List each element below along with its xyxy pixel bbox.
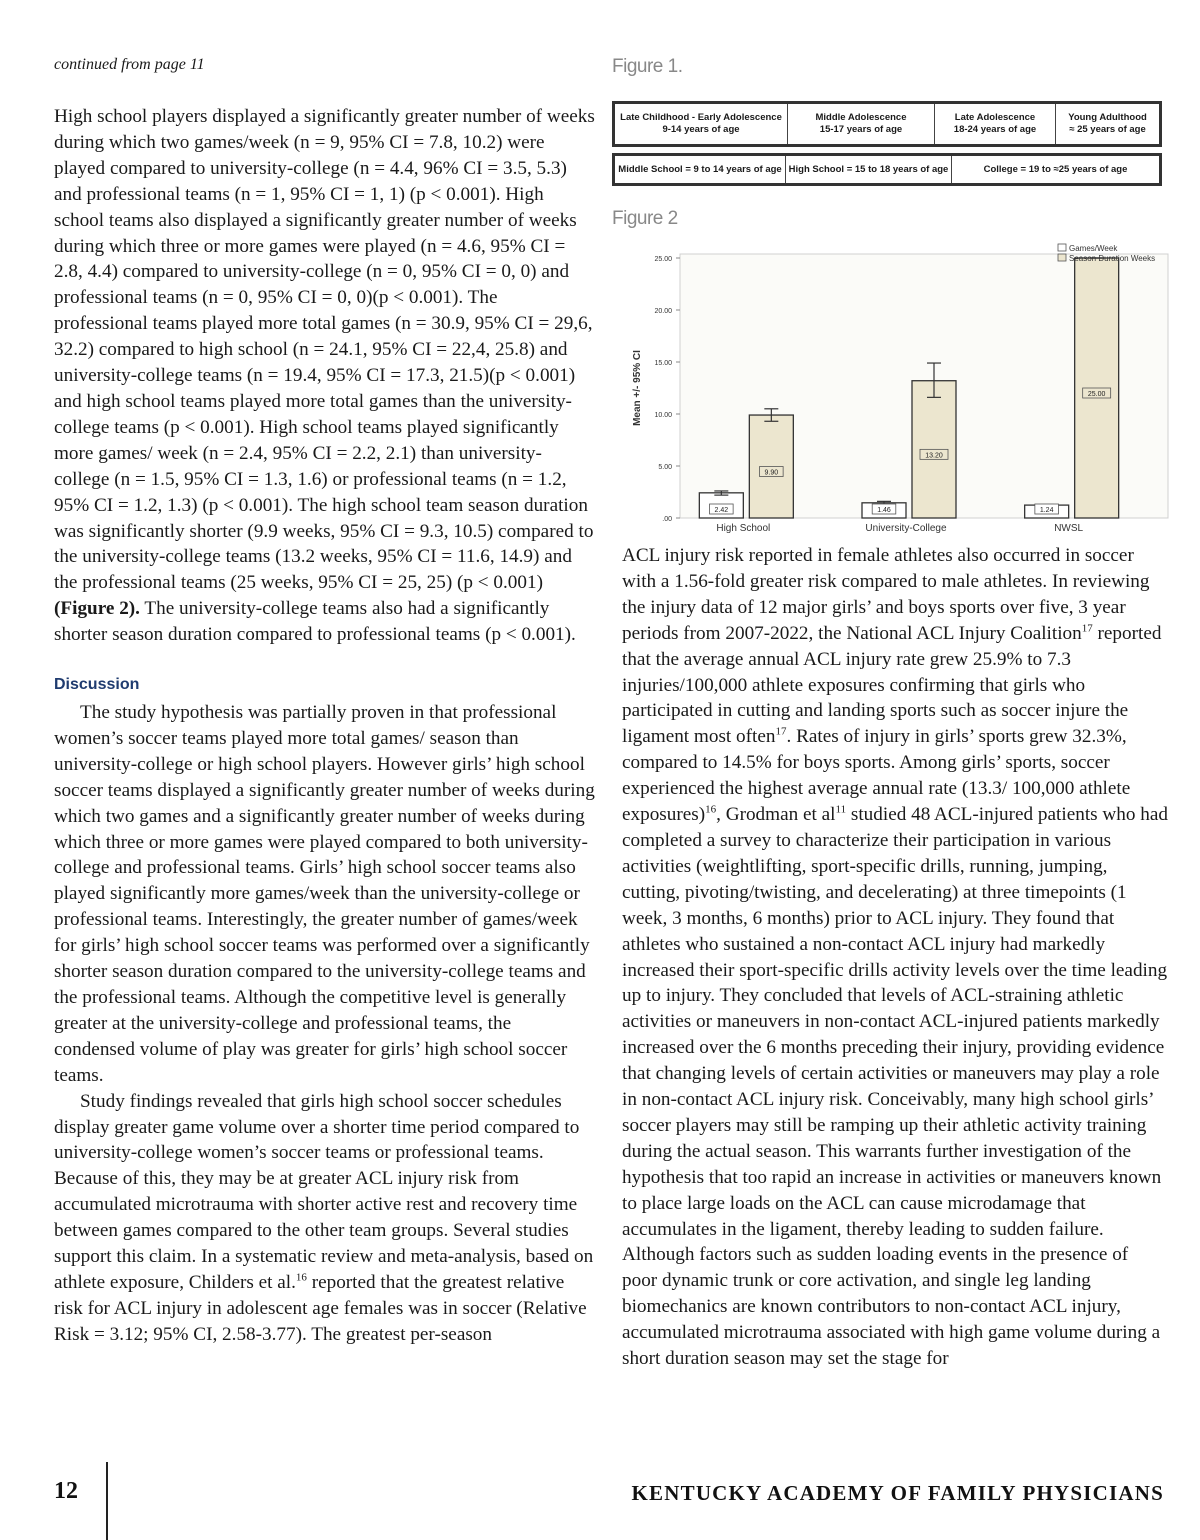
right-text: . Rates of injury in girls’ sports grew 32.3%, compared to 14.5% for boys sports. Among girls’ sports, soccer experienced the highest average annual rate (13.3/ 100,000 athlete exposures) (622, 726, 1131, 826)
school-group-table (612, 153, 1162, 186)
age-group-range: 15-17 years of age (819, 124, 903, 135)
age-group-table (612, 101, 1162, 147)
discussion-text-cont: reported that the greatest relative risk for ACL injury in adolescent age females was in soccer (Relative Risk = 3.12; 95% CI, 2.58-3.77). The greatest per-season (54, 1271, 587, 1345)
y-tick-label: 15.00 (654, 360, 672, 367)
x-tick-label: High School (716, 523, 771, 534)
citation-superscript: 16 (295, 1271, 307, 1284)
journal-name: KENTUCKY ACADEMY OF FAMILY PHYSICIANS (631, 1481, 1164, 1505)
right-text: studied 48 ACL-injured patients who had completed a survey to characterize their participation in various activities (weightlifting, sport-specific drills, running, jumping, cutting, pivoting/twisting, and decelerating) at three timepoints (1 week, 3 months, 6 months) prior to ACL injury. They found that athletes who sustained a non-contact ACL injury had markedly increased their sport-specific drills activity levels over the time leading up to injury. They concluded that levels of ACL-straining athletic activities or maneuvers in non-contact ACL-injured patients markedly increased over the 6 months preceding their injury, providing evidence that changing levels of certain activities or maneuvers may play a role in non-contact ACL injury risk. Conceivably, many high school girls’ soccer players may still be ramping up their athletic activity training during the actual season. This warrants further investigation of the hypothesis that too rapid an increase in activities or maneuvers known to place large loads on the ACL can cause microdamage that accumulates in the ligament, thereby leading to sudden failure. Although factors such as sudden loading events in the presence of poor dynamic trunk or core activation, and single leg landing biomechanics are known contributors to non-contact ACL injury, accumulated microtrauma associated with high game volume during a short duration season may set the stage for (622, 804, 1168, 1370)
figure-2-reference: (Figure 2). (54, 598, 140, 620)
y-tick-label: 5.00 (658, 464, 672, 471)
bar-chart (612, 238, 1172, 540)
figure-2-label: Figure 2 (612, 208, 678, 229)
legend-swatch (1058, 244, 1066, 251)
age-group-cell (615, 104, 788, 144)
data-label: 13.20 (925, 452, 943, 460)
results-text: High school players displayed a significantly greater number of weeks during which two games/week (n = 9, 95% CI = 7.8, 10.2) were played compared to university-college (n = 4.4, 96% CI = 3.5, 5.3) and professional teams (n = 1, 95% CI = 1, 1) (p < 0.001). High school teams also displayed a significantly greater number of weeks during which three or more games were played (n = 4.6, 95% CI = 2.8, 4.4) compared to university-college (n = 0, 95% CI = 0, 0) and professional teams (n = 0, 95% CI = 0, 0)(p < 0.001). The professional teams played more total games (n = 30.9, 95% CI = 29,6, 32.2) compared to high school (n = 24.1, 95% CI = 22,4, 25.8) and university-college teams (n = 19.4, 95% CI = 17.3, 21.5)(p < 0.001) and high school teams played more total games than the university-college teams (p < 0.001). High school teams played significantly more games/ week (n = 2.4, 95% CI = 2.2, 2.1) than university-college (n = 1.5, 95% CI = 1.3, 1.6) or professional teams (n = 1.2, 95% CI = 1.2, 1.3) (p < 0.001). The high school team season duration was significantly shorter (9.9 weeks, 95% CI = 9.3, 10.5) compared to the university-college teams (13.2 weeks, 95% CI = 11.6, 14.9) and the professional teams (25 weeks, 95% CI = 25, 25) (p < 0.001) (54, 106, 595, 594)
citation-superscript: 17 (1081, 622, 1093, 635)
right-column (622, 543, 1168, 1372)
age-group-range: 18-24 years of age (953, 124, 1037, 135)
age-group-cell (935, 104, 1056, 144)
y-tick-label: .00 (662, 516, 672, 523)
x-tick-label: NWSL (1054, 523, 1084, 534)
age-group-range: ≈ 25 years of age (1069, 124, 1146, 135)
right-text: reported that the average annual ACL injury rate grew 25.9% to 7.3 injuries/100,000 athlete exposures confirming that girls who participated in cutting and landing sports such as soccer injure the ligament most often (622, 622, 1162, 748)
data-label: 9.90 (764, 469, 779, 477)
legend-swatch (1058, 254, 1066, 261)
results-paragraph (54, 104, 596, 648)
right-paragraph (622, 543, 1168, 1372)
age-group-name: Late Adolescence (954, 112, 1036, 123)
school-group-cell: College = 19 to ≈25 years of age (983, 164, 1128, 175)
y-axis-label: Mean +/- 95% CI (632, 350, 643, 426)
citation-superscript: 16 (705, 803, 717, 816)
data-label: 1.24 (1039, 507, 1054, 514)
school-group-cell: Middle School = 9 to 14 years of age (615, 156, 786, 183)
y-tick-label: 25.00 (654, 256, 672, 263)
continued-note: continued from page 11 (54, 56, 205, 73)
results-text-end: The university-college teams also had a significantly shorter season duration compared to professional teams (p < 0.001). (54, 598, 576, 646)
data-label: 25.00 (1087, 391, 1106, 398)
legend-label: Games/Week (1069, 244, 1118, 253)
data-label: 1.46 (877, 507, 891, 514)
discussion-text: Study findings revealed that girls high school soccer schedules display greater game volume over a shorter time period compared to university-college women’s soccer teams or professional teams. Because of this, they may be at greater ACL injury risk from accumulated microtrauma with shorter active rest and recovery time between games compared to the other team groups. Several studies support this claim. In a systematic review and meta-analysis, based on athlete exposure, Childers et al. (54, 1090, 594, 1293)
age-group-range: 9-14 years of age (662, 124, 740, 135)
discussion-paragraph-1: The study hypothesis was partially proven in that professional women’s soccer teams played more total games/ season than university-college or high school players. However girls’ high school soccer teams displayed a significantly greater number of weeks during which two games and a significantly greater number of weeks during which three or more games were played compared to both university-college and professional teams. Girls’ high school soccer teams also played significantly more games/week than the university-college or professional teams. Interestingly, the greater number of games/week for girls’ high school soccer teams was performed over a significantly shorter season duration compared to the university-college teams and the professional teams. Although the competitive level is generally greater at the university-college and professional teams, the condensed volume of play was greater for girls’ high school soccer teams. (54, 702, 595, 1086)
citation-superscript: 11 (835, 803, 847, 816)
age-group-cell (788, 104, 935, 144)
age-group-name: Young Adulthood (1068, 112, 1147, 123)
legend-label: Season Duration Weeks (1069, 254, 1156, 263)
y-tick-label: 10.00 (654, 412, 672, 419)
citation-superscript: 17 (775, 725, 787, 738)
right-text: ACL injury risk reported in female athletes also occurred in soccer with a 1.56-fold greater risk compared to male athletes. In reviewing the injury data of 12 major girls’ and boys sports over five, 3 year periods from 2007-2022, the National ACL Injury Coalition (622, 545, 1150, 644)
footer-divider (106, 1462, 108, 1540)
data-label: 2.42 (714, 507, 729, 514)
age-group-name: Late Childhood - Early Adolescence (620, 112, 782, 123)
discussion-paragraph-2 (54, 1089, 596, 1348)
page-number: 12 (54, 1478, 78, 1504)
age-group-name: Middle Adolescence (815, 112, 907, 123)
discussion-heading: Discussion (54, 676, 140, 694)
figure-1-label: Figure 1. (612, 56, 683, 77)
y-tick-label: 20.00 (654, 308, 672, 315)
school-group-cell: High School = 15 to 18 years of age (786, 156, 952, 183)
left-column (54, 104, 596, 1348)
bar-chart-svg (612, 238, 1172, 540)
age-group-cell (1056, 104, 1159, 144)
right-text: , Grodman et al (716, 804, 836, 826)
x-tick-label: University-College (865, 523, 947, 534)
